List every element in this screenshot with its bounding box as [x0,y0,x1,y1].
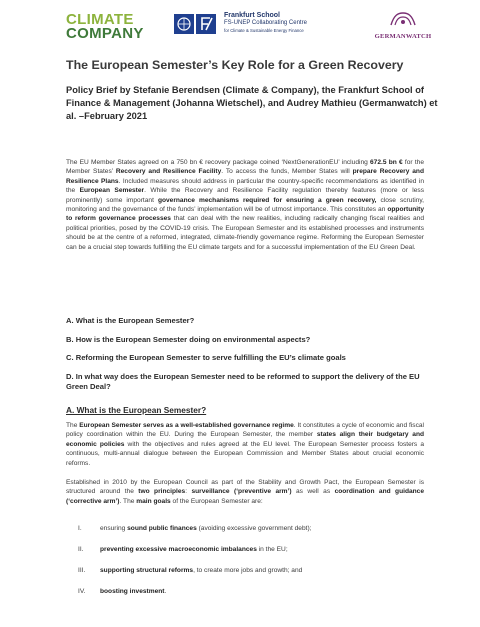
goal-item [66,545,424,566]
germanwatch-logo-icon [388,11,418,27]
section-a-paragraph-2: Established in 2010 by the European Council as part of the Stability and Growth Pact, the European Semester is structured around the two principles: surveillance (‘preventive arm’) as well as coordination and guidance (‘corrective arm’). The main goals of the European Semester are: [66,479,424,505]
fs-name: Frankfurt School [224,12,281,19]
goal-text: supporting structural reforms, to create more jobs and growth; and [100,567,303,574]
question-c: C. Reforming the European Semester to serve fulfilling the EU’s climate goals [66,353,346,362]
question-list [66,316,426,400]
fs-tagline: for Climate & Sustainable Energy Finance [224,28,304,33]
question-d: D. In what way does the European Semester need to be reformed to support the delivery of the EU Green Deal? [66,371,420,391]
document-subtitle: Policy Brief by Stefanie Berendsen (Climate & Company), the Frankfurt School of Finance & Management (Johanna Wietschel), and Audrey Mathieu (Germanwatch) et al. –February 2021 [66,85,438,121]
climate-company-logo [66,11,144,42]
goal-number: IV. [78,588,86,595]
goal-number: III. [78,567,86,574]
goal-text: ensuring sound public finances (avoiding excessive government debt); [100,525,312,532]
section-a-heading: A. What is the European Semester? [66,405,207,415]
goal-number: II. [78,546,84,553]
page-header [0,10,480,46]
section-a-paragraph-1: The European Semester serves as a well-established governance regime. It constitutes a cycle of economic and fiscal policy coordination within the EU. During the European Semester, the member states align their budgetary and economic policies with the objectives and rules agreed at the EU level. The European Semester process fosters a continuous, multi-annual dialogue between the European Commission and Member States about crucial economic reforms. [66,422,425,467]
goal-item [66,524,424,545]
climate-company-logo-line1: CLIMATE [66,11,134,28]
germanwatch-logo-text: GERMANWATCH [374,33,432,40]
germanwatch-logo [372,11,434,41]
goal-item [66,566,424,587]
document-title: The European Semester’s Key Role for a Green Recovery [66,58,404,72]
goals-list [66,524,424,608]
unep-fs-logo-icon [174,14,220,34]
climate-company-logo-line2: COMPANY [66,25,144,42]
fs-centre: FS-UNEP Collaborating Centre [224,19,307,26]
question-a: A. What is the European Semester? [66,316,195,325]
goal-number: I. [78,525,82,532]
goal-text: preventing excessive macroeconomic imbalances in the EU; [100,546,288,553]
goal-item [66,587,424,608]
goal-text: boosting investment. [100,588,167,595]
question-b: B. How is the European Semester doing on environmental aspects? [66,334,311,344]
intro-paragraph: The EU Member States agreed on a 750 bn € recovery package coined ‘NextGenerationEU’ including 672.5 bn € for the Member States’ Recovery and Resilience Facility. To access the funds, Member States will prepare Recovery and Resilience Plans. Included measures should address in particular the country-specific recommendations as identified in the European Semester. While the Recovery and Resilience Facility regulation thereby features (more or less prominently) some important governance mechanisms required for ensuring a green recovery, close scrutiny, monitoring and the governance of the funds’ implementation will be of utmost importance. This constitutes an opportunity to reform governance processes that can deal with the new realities, including radically changing fiscal realities and political priorities, posed by the COVID-19 crisis. The European Semester and its established processes and instruments should be at the centre of a reformed, integrated, climate-friendly governance regime. Reforming the European Semester can be a crucial step towards fulfilling the EU climate targets and for a successful implementation of the EU Green Deal. [66,159,425,251]
frankfurt-school-logo-text [224,12,344,35]
